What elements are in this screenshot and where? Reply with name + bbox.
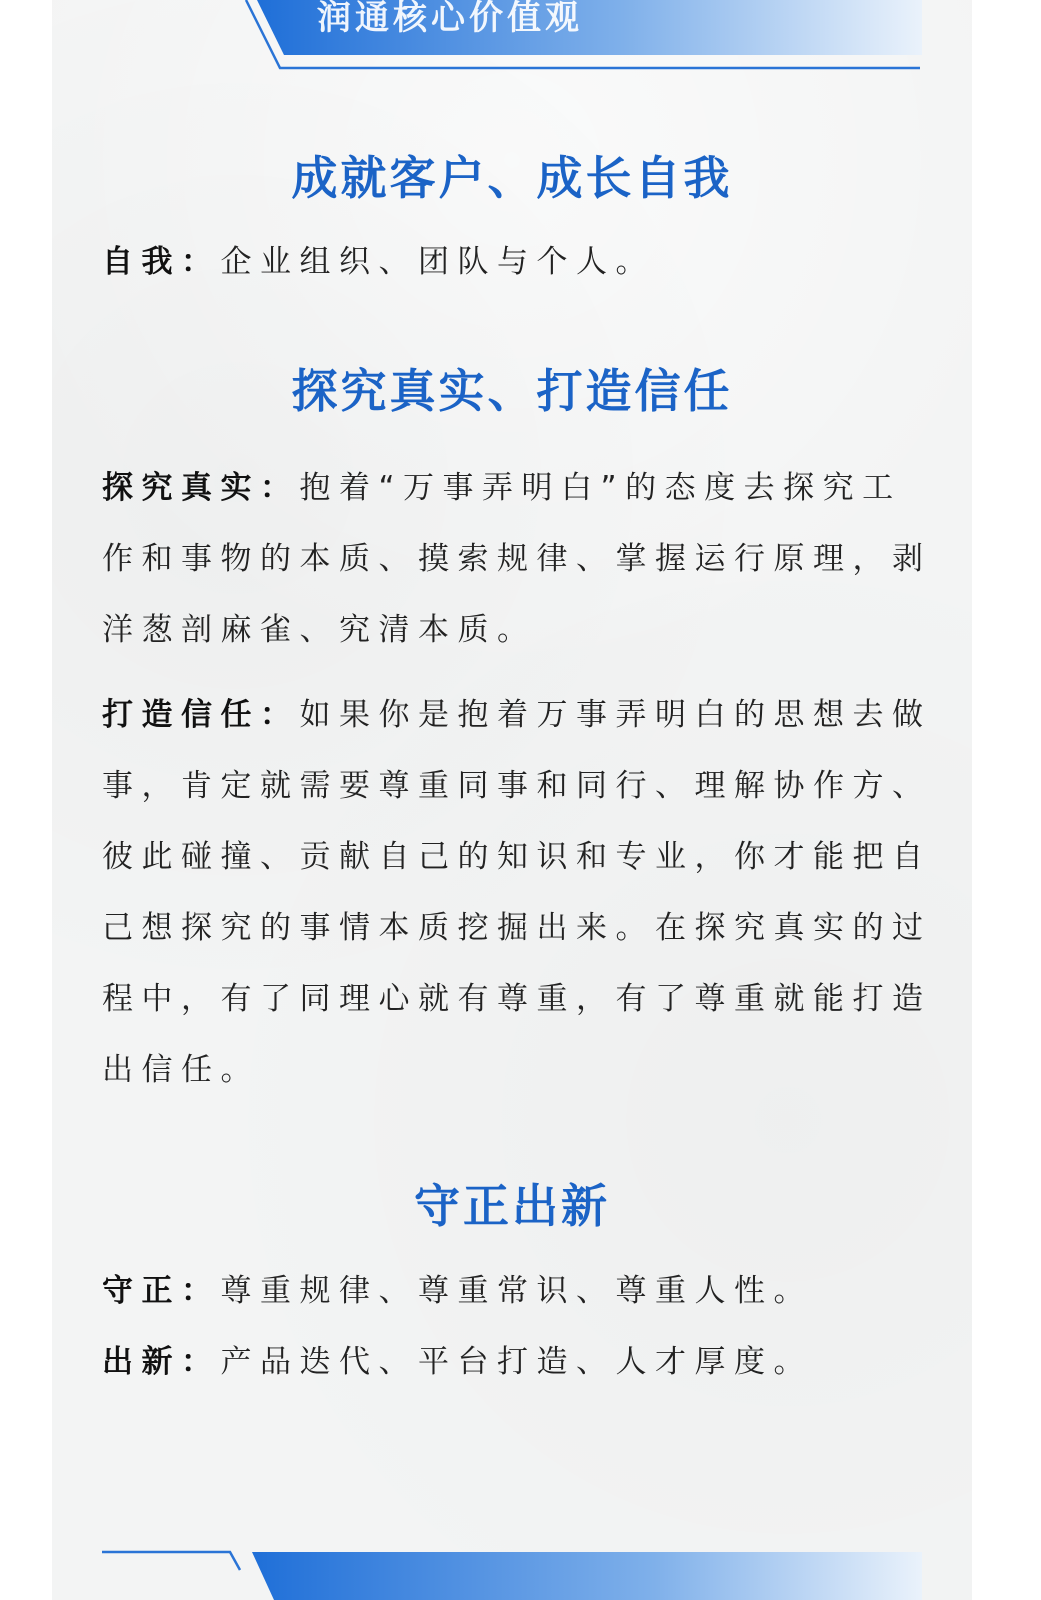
header-title: 润通核心价值观 <box>317 0 583 38</box>
page <box>52 0 972 1600</box>
term-explore-truth: 探究真实： <box>102 470 300 506</box>
term-innovation: 出新： <box>102 1344 221 1380</box>
footer-banner <box>52 1540 972 1600</box>
section-title-achieve-customer: 成就客户、成长自我 <box>291 151 733 205</box>
text-explore-truth: 抱着“万事弄明白”的态度去探究工作和事物的本质、摸索规律、掌握运行原理，剥洋葱剖麻雀、究清本质。 <box>102 470 932 648</box>
paragraph-explore-truth <box>102 453 932 666</box>
section-title-explore-truth: 探究真实、打造信任 <box>291 364 733 418</box>
text-build-trust: 如果你是抱着万事弄明白的思想去做事，肯定就需要尊重同事和同行、理解协作方、彼此碰撞、贡献自己的知识和专业，你才能把自己想探究的事情本质挖掘出来。在探究真实的过程中，有了同理心就有尊重，有了尊重就能打造出信任。 <box>102 697 932 1088</box>
text-self: 企业组织、团队与个人。 <box>220 244 655 280</box>
paragraph-innovation <box>102 1342 932 1382</box>
term-integrity: 守正： <box>102 1273 221 1309</box>
footer-shape <box>252 1552 922 1600</box>
term-build-trust: 打造信任： <box>102 697 300 733</box>
footer-outline <box>102 1552 240 1570</box>
term-self: 自我： <box>102 244 221 280</box>
paragraph-build-trust <box>102 680 932 1106</box>
paragraph-self <box>102 242 932 282</box>
text-innovation: 产品迭代、平台打造、人才厚度。 <box>220 1344 813 1380</box>
section-title-integrity-innovation: 守正出新 <box>414 1179 610 1233</box>
paragraph-integrity <box>102 1271 932 1311</box>
text-integrity: 尊重规律、尊重常识、尊重人性。 <box>220 1273 813 1309</box>
